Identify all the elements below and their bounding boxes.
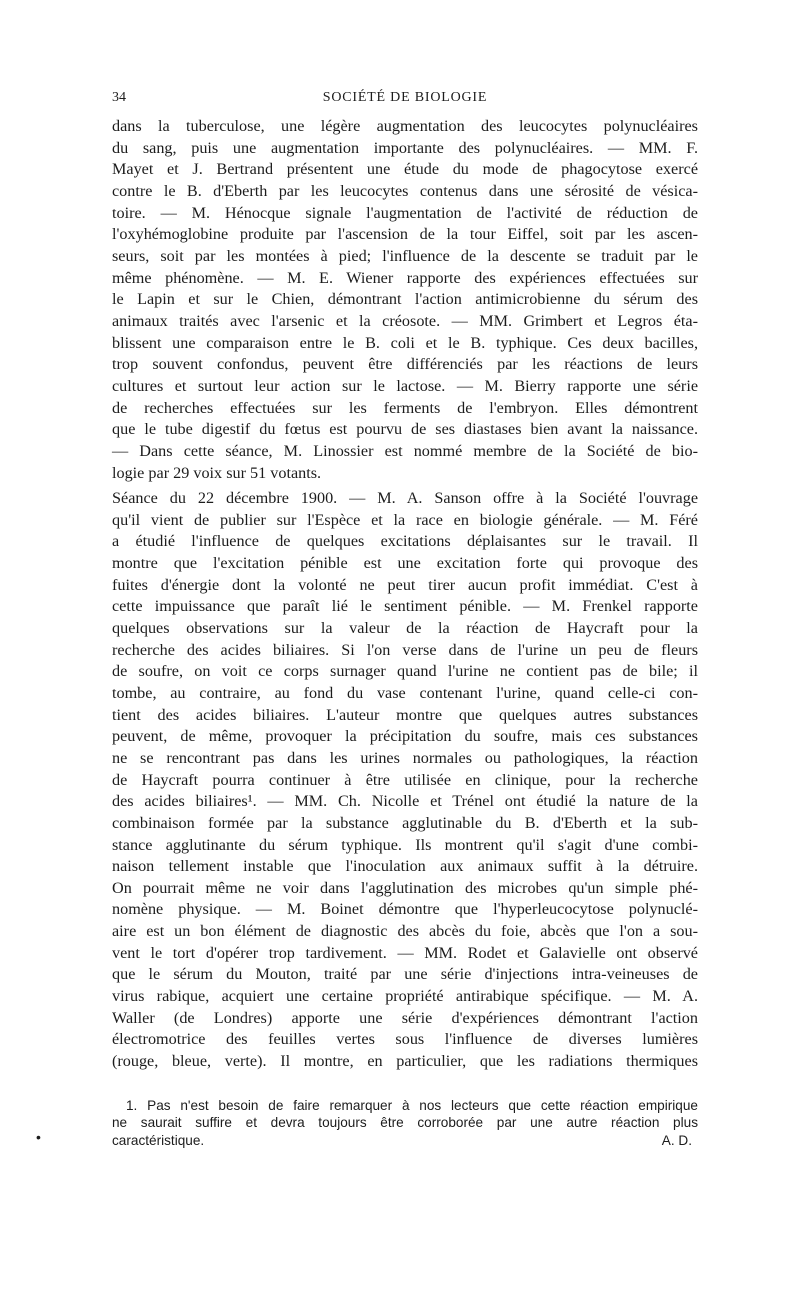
text-line: naison tellement instable que l'inoculation aux animaux suffit à la détruire. <box>112 857 698 876</box>
text-line: quelques observations sur la valeur de la réaction de Haycraft pour la <box>112 618 698 637</box>
page-number: 34 <box>112 90 126 105</box>
text-line: le Lapin et sur le Chien, démontrant l'action antimicrobienne du sérum des <box>112 290 698 309</box>
text-line: que le sérum du Mouton, traité par une série d'injections intra-veineuses de <box>112 965 698 984</box>
text-line: Mayet et J. Bertrand présentent une étude du mode de phagocytose exercé <box>112 160 698 179</box>
text-line: seurs, soit par les montées à pied; l'influence de la descente se traduit par le <box>112 246 698 265</box>
text-line: aire est un bon élément de diagnostic des abcès du foie, abcès que l'on a sou- <box>112 922 698 941</box>
footnote <box>112 1097 698 1149</box>
text-line: animaux traités avec l'arsenic et la créosote. — MM. Grimbert et Legros éta- <box>112 311 698 330</box>
text-line: — Dans cette séance, M. Linossier est nommé membre de la Société de bio- <box>112 441 698 460</box>
text-line: virus rabique, acquiert une certaine propriété antirabique spécifique. — M. A. <box>112 987 698 1006</box>
text-line: montre que l'excitation pénible est une excitation forte qui provoque des <box>112 553 698 572</box>
text-line: contre le B. d'Eberth par les leucocytes contenus dans une sérosité de vésica- <box>112 181 698 200</box>
text-line: trop souvent confondus, peuvent être différenciés par les réactions de leurs <box>112 355 698 374</box>
margin-mark: • <box>36 1129 41 1145</box>
text-line: ne se rencontrant pas dans les urines normales ou pathologiques, la réaction <box>112 748 698 767</box>
page-header <box>112 90 698 112</box>
text-line: de Haycraft pourra continuer à être utilisée en clinique, pour la recherche <box>112 770 698 789</box>
text-line: Séance du 22 décembre 1900. — M. A. Sanson offre à la Société l'ouvrage <box>112 489 698 507</box>
text-line: On pourrait même ne voir dans l'agglutination des microbes qu'un simple phé- <box>112 878 698 897</box>
footnote-signature: A. D. <box>661 1132 692 1148</box>
text-line: Waller (de Londres) apporte une série d'expériences démontrant l'action <box>112 1008 698 1027</box>
running-title: SOCIÉTÉ DE BIOLOGIE <box>322 90 488 105</box>
text-line: tombe, au contraire, au fond du vase contenant l'urine, quand celle-ci con- <box>112 683 698 702</box>
text-line: cultures et surtout leur action sur le lactose. — M. Bierry rapporte une série <box>112 376 698 395</box>
paragraph-2 <box>112 488 698 1073</box>
text-line: blissent une comparaison entre le B. coli et le B. typhique. Ces deux bacilles, <box>112 333 698 352</box>
text-line: qu'il vient de publier sur l'Espèce et la race en biologie générale. — M. Féré <box>112 510 698 529</box>
footnote-line: 1. Pas n'est besoin de faire remarquer à nos lecteurs que cette réaction empirique <box>126 1098 698 1113</box>
footnote-line: caractéristique. <box>112 1132 205 1148</box>
text-line: toire. — M. Hénocque signale l'augmentation de l'activité de réduction de <box>112 203 698 222</box>
text-line: tient des acides biliaires. L'auteur montre que quelques autres substances <box>112 705 698 724</box>
text-line: du sang, puis une augmentation importante des polynucléaires. — MM. F. <box>112 138 698 157</box>
text-line: recherche des acides biliaires. Si l'on verse dans de l'urine un peu de fleurs <box>112 640 698 659</box>
footnote-last-line <box>112 1132 698 1149</box>
text-line: vent le tort d'opérer trop tardivement. — MM. Rodet et Galavielle ont observé <box>112 943 698 962</box>
text-line: de soufre, on voit ce corps surnager quand l'urine ne contient pas de bile; il <box>112 662 698 681</box>
text-line: combinaison formée par la substance agglutinable du B. d'Eberth et la sub- <box>112 813 698 832</box>
text-line: logie par 29 voix sur 51 votants. <box>112 463 322 482</box>
text-line: cette impuissance que paraît lié le sentiment pénible. — M. Frenkel rapporte <box>112 597 698 616</box>
text-line: même phénomène. — M. E. Wiener rapporte des expériences effectuées sur <box>112 268 698 287</box>
text-line: l'oxyhémoglobine produite par l'ascension de la tour Eiffel, soit par les ascen- <box>112 225 698 244</box>
text-line: de recherches effectuées sur les ferments de l'embryon. Elles démontrent <box>112 398 698 417</box>
text-line: a étudié l'influence de quelques excitations déplaisantes sur le travail. Il <box>112 532 698 551</box>
text-line: (rouge, bleue, verte). Il montre, en particulier, que les radiations thermiques <box>112 1052 698 1071</box>
text-line: stance agglutinante du sérum typhique. Ils montrent qu'il s'agit d'une combi- <box>112 835 698 854</box>
text-line: que le tube digestif du fœtus est pourvu de ses diastases bien avant la naissance. <box>112 420 698 439</box>
text-line: nomène physique. — M. Boinet démontre que l'hyperleucocytose polynuclé- <box>112 900 698 919</box>
text-line: des acides biliaires¹. — MM. Ch. Nicolle et Trénel ont étudié la nature de la <box>112 792 698 811</box>
footnote-line: ne saurait suffire et devra toujours être corroborée par une autre réaction plus <box>112 1115 698 1131</box>
text-line: fuites d'énergie dont la volonté ne peut tirer aucun profit immédiat. C'est à <box>112 575 698 594</box>
paragraph-1 <box>112 116 698 484</box>
text-line: peuvent, de même, provoquer la précipitation du soufre, mais ces substances <box>112 727 698 746</box>
text-line: dans la tuberculose, une légère augmentation des leucocytes polynucléaires <box>112 117 698 135</box>
text-line: électromotrice des feuilles vertes sous l'influence de diverses lumières <box>112 1030 698 1049</box>
